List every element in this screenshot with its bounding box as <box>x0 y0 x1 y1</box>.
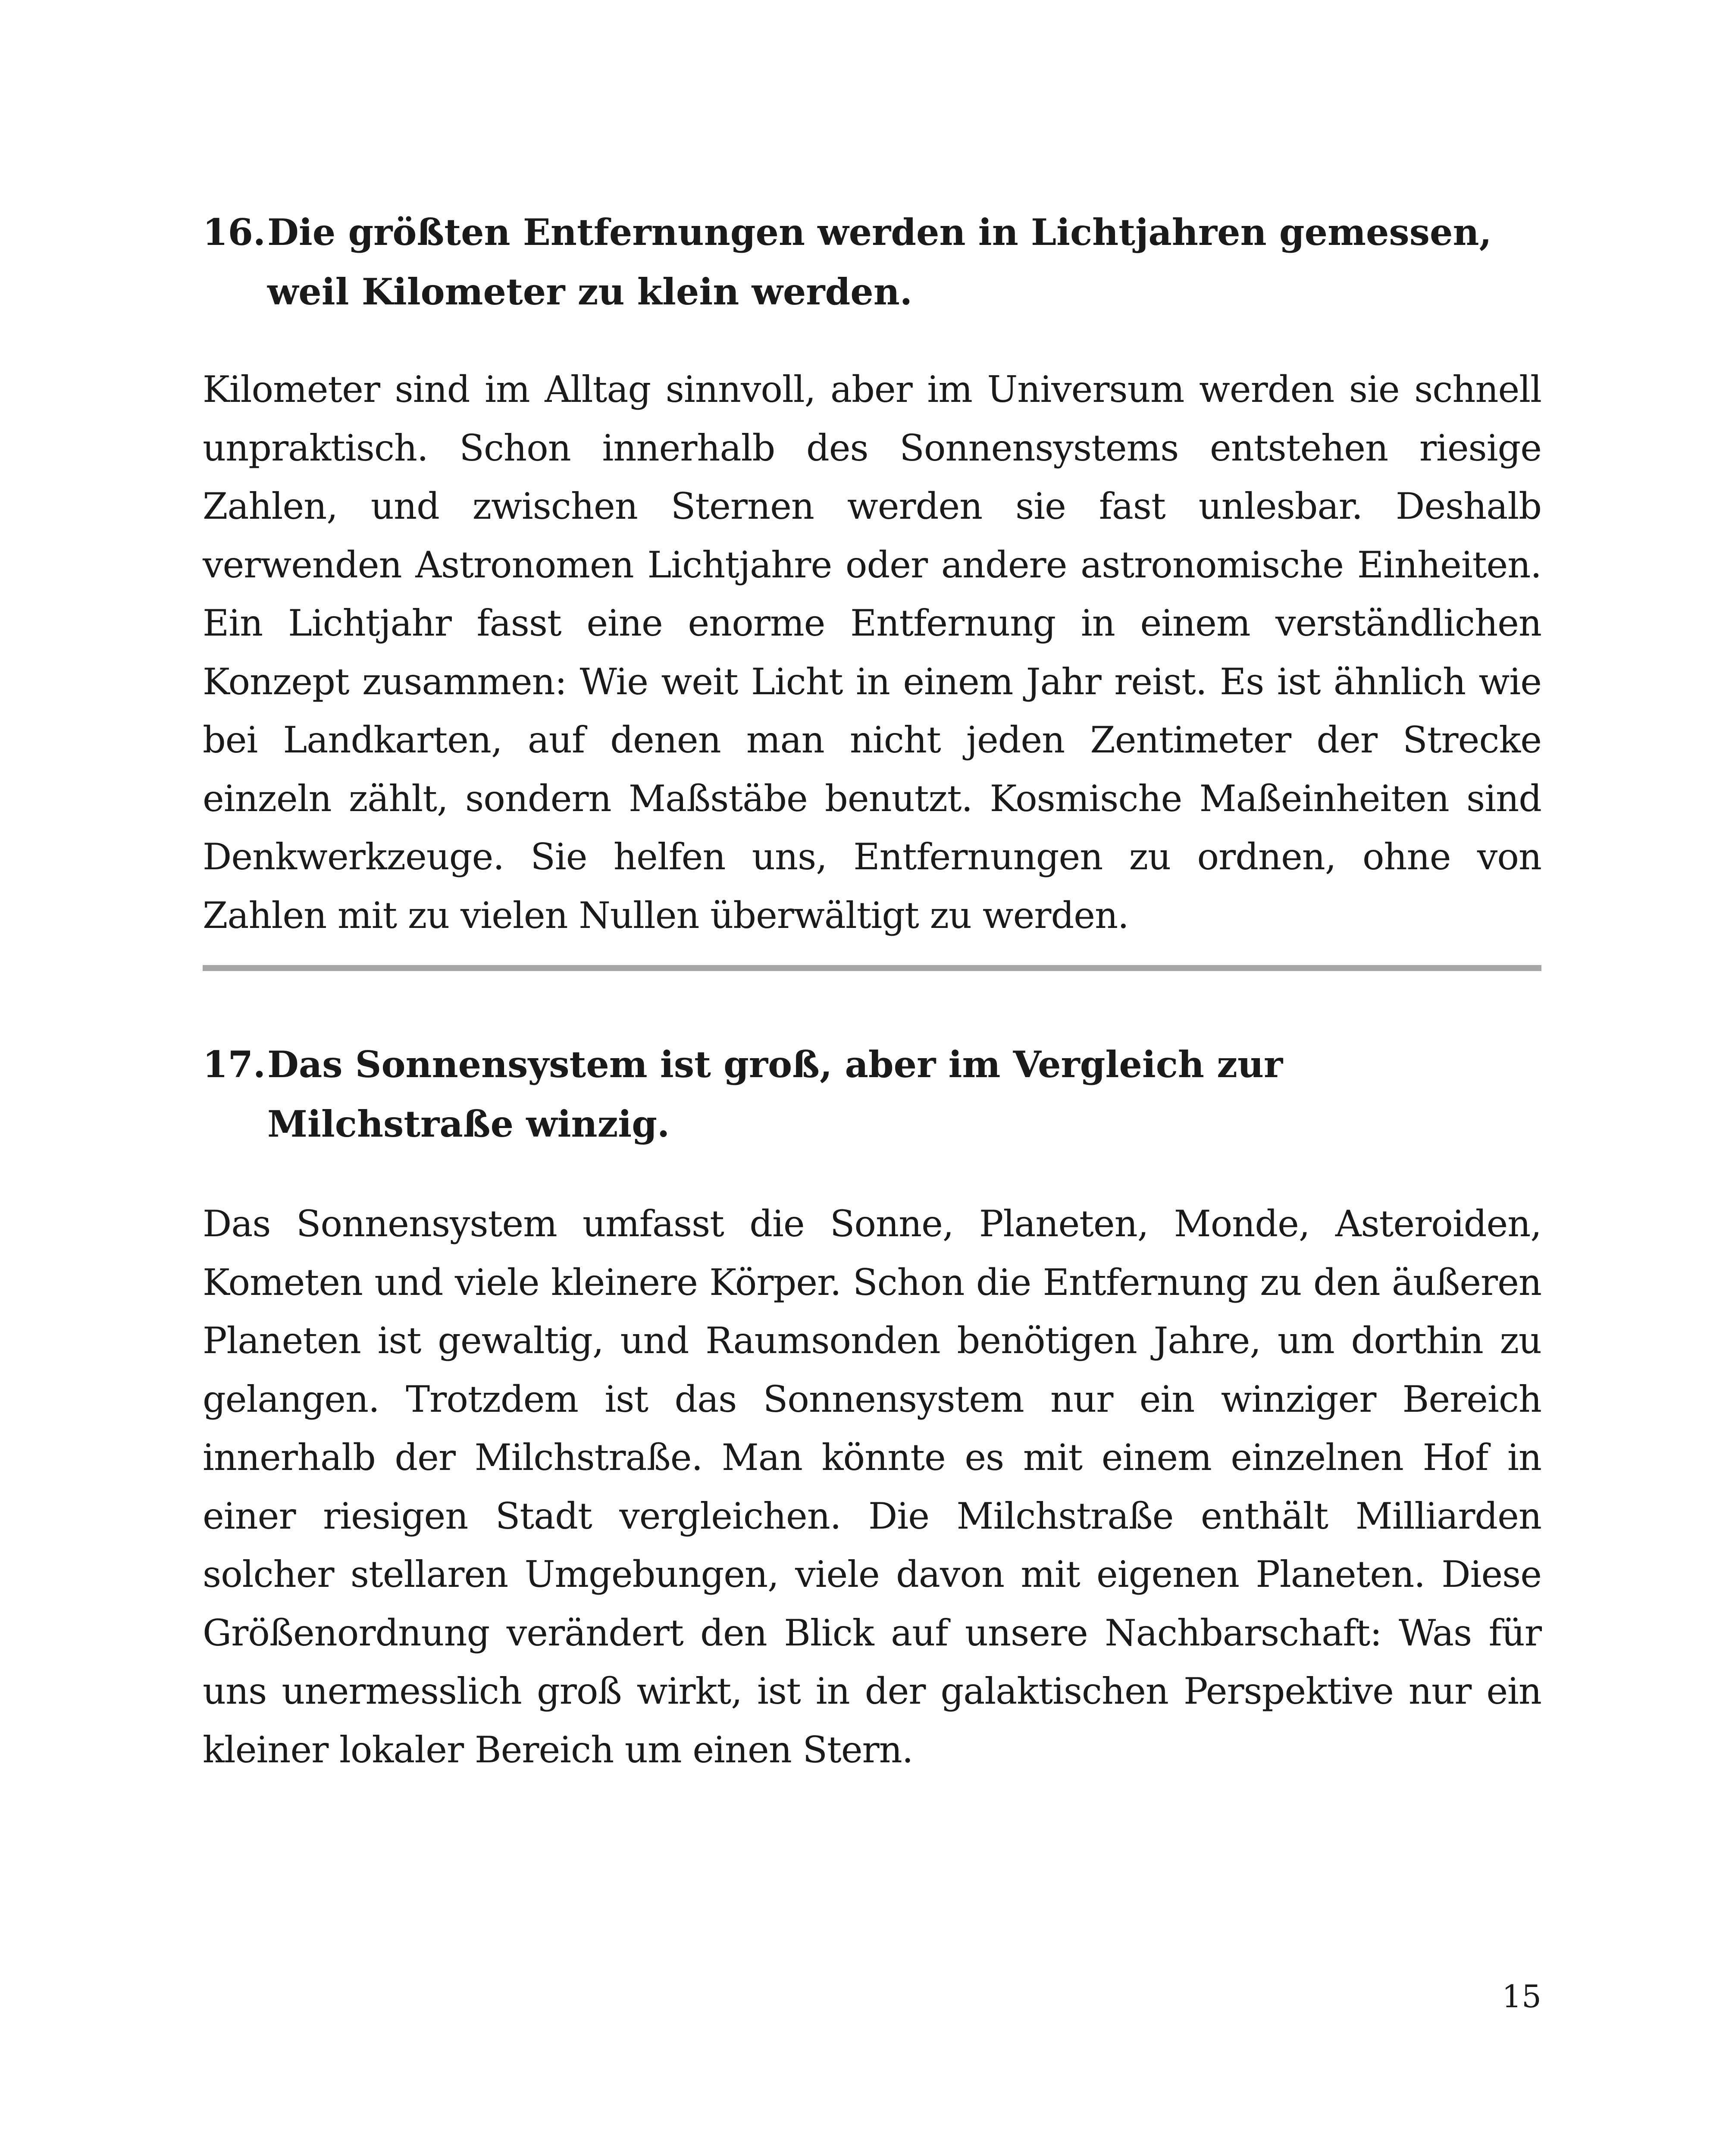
section-17 <box>203 1035 1541 1779</box>
section-divider <box>203 965 1541 971</box>
section-number: 17. <box>203 1043 266 1086</box>
section-body: Das Sonnensystem umfasst die Sonne, Planeten, Monde, Asteroiden, Kometen und viele kleinere Körper. Schon die Entfernung zu den äußeren Planeten ist gewaltig, und Raumsonden benötigen Jahre, um dorthin zu gelangen. Trotzdem ist das Sonnensystem nur ein winziger Bereich innerhalb der Milchstraße. Man könnte es mit einem einzelnen Hof in einer riesigen Stadt vergleichen. Die Milchstraße enthält Milliarden solcher stellaren Umgebungen, viele davon mit eigenen Planeten. Diese Größenordnung verändert den Blick auf unsere Nachbarschaft: Was für uns unermesslich groß wirkt, ist in der galaktischen Perspektive nur ein kleiner lokaler Bereich um einen Stern. <box>203 1203 1541 1771</box>
section-16 <box>203 203 1541 945</box>
section-heading <box>203 1035 1541 1154</box>
section-body: Kilometer sind im Alltag sinnvoll, aber im Universum werden sie schnell unpraktisch. Schon innerhalb des Sonnensystems entstehen riesige Zahlen, und zwischen Sternen werden sie fast unlesbar. Deshalb verwenden Astronomen Lichtjahre oder andere astronomische Einheiten. Ein Lichtjahr fasst eine enorme Entfernung in einem verständlichen Konzept zusammen: Wie weit Licht in einem Jahr reist. Es ist ähnlich wie bei Landkarten, auf denen man nicht jeden Zentimeter der Strecke einzeln zählt, sondern Maßstäbe benutzt. Kosmische Maßeinheiten sind Denkwerkzeuge. Sie helfen uns, Entfernungen zu ordnen, ohne von Zahlen mit zu vielen Nullen überwältigt zu werden. <box>203 368 1541 937</box>
section-title: Die größten Entfernungen werden in Lichtjahren gemessen, weil Kilometer zu klein werden. <box>267 211 1492 313</box>
page-number: 15 <box>1502 1978 1541 2015</box>
section-heading <box>203 203 1541 322</box>
section-title: Das Sonnensystem ist groß, aber im Vergleich zur Milchstraße winzig. <box>267 1043 1283 1145</box>
section-number: 16. <box>203 211 266 254</box>
